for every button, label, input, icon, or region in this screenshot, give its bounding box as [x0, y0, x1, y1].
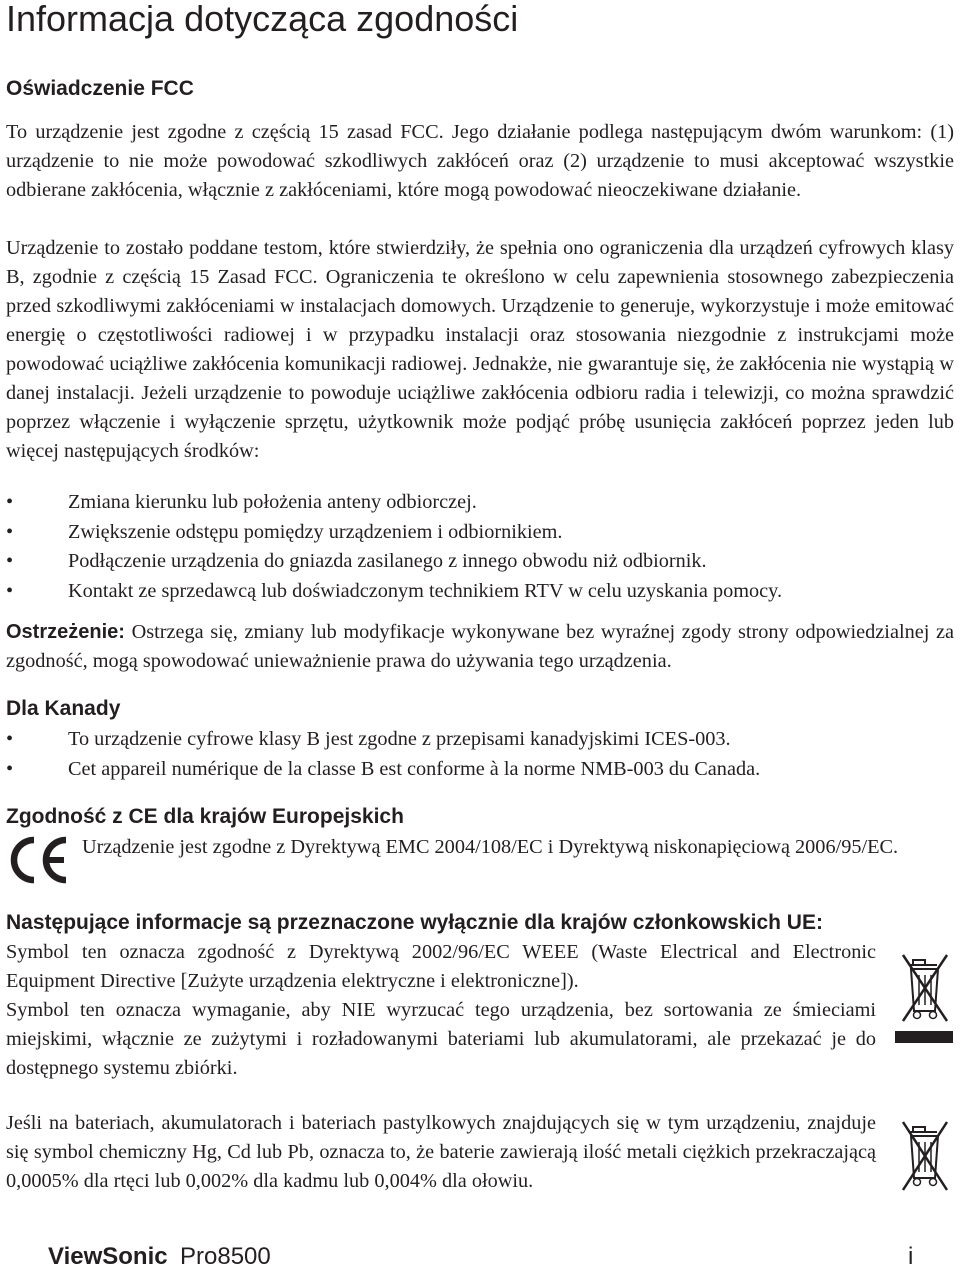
ce-mark-icon: [6, 836, 70, 884]
eu-paragraph-1: Symbol ten oznacza zgodność z Dyrektywą 2002/96/EC WEEE (Waste Electrical and Electronic Equipment Directive [Zużyte urządzenia elektryczne i elektroniczne]).: [6, 941, 876, 992]
footer-brand: ViewSonic: [48, 1243, 168, 1270]
fcc-heading: Oświadczenie FCC: [6, 77, 194, 100]
eu-paragraph-2: Symbol ten oznacza wymaganie, aby NIE wyrzucać tego urządzenia, bez sortowania ze śmieciami miejskimi, włącznie ze zużytymi i rozładowanymi bateriami lub akumulatorami, ale przekazać je do dostępnego systemu zbiórki.: [6, 999, 876, 1079]
warning-paragraph: [6, 618, 954, 676]
warning-label: Ostrzeżenie:: [6, 621, 125, 643]
canada-heading: Dla Kanady: [6, 697, 121, 720]
warning-text: Ostrzega się, zmiany lub modyfikacje wykonywane bez wyraźnej zgody strony odpowiedzialnej za zgodność, mogą spowodować unieważnienie prawa do używania tego urządzenia.: [6, 621, 954, 672]
list-item: • Kontakt ze sprzedawcą lub doświadczonym technikiem RTV w celu uzyskania pomocy.: [6, 580, 783, 603]
fcc-paragraph-2: Urządzenie to zostało poddane testom, które stwierdziły, że spełnia ono ograniczenia dla urządzeń cyfrowych klasy B, zgodnie z częścią 15 Zasad FCC. Ograniczenia te określono w celu zapewnienia stosownego zabezpieczenia przed szkodliwymi zakłóceniami w instalacjach domowych. Urządzenie to generuje, wykorzystuje i może emitować energię o częstotliwości radiowej i w przypadku instalacji oraz stosowania niezgodnie z instrukcjami może powodować uciążliwe zakłócenia komunikacji radiowej. Jednakże, nie gwarantuje się, że zakłócenia nie wystąpią w danej instalacji. Jeżeli urządzenie to powoduje uciążliwe zakłócenia odbioru radia i telewizji, co można sprawdzić poprzez włączenie i wyłączenie sprzętu, użytkownik może podjąć próbę usunięcia zakłóceń poprzez jeden lub więcej następujących środków:: [6, 237, 954, 462]
list-item: • To urządzenie cyfrowe klasy B jest zgodne z przepisami kanadyjskimi ICES-003.: [6, 728, 731, 750]
ce-text: Urządzenie jest zgodne z Dyrektywą EMC 2004/108/EC i Dyrektywą niskonapięciową 2006/95/EC.: [82, 836, 899, 858]
list-item: • Zmiana kierunku lub położenia anteny odbiorczej.: [6, 491, 477, 513]
crossed-bin-icon: [895, 1118, 953, 1198]
crossed-bin-with-bar-icon: [895, 945, 953, 1045]
page-number: i: [908, 1243, 914, 1270]
canada-list: [6, 725, 954, 784]
ce-heading: Zgodność z CE dla krajów Europejskich: [6, 805, 404, 828]
list-item: • Podłączenie urządzenia do gniazda zasilanego z innego obwodu niż odbiornik.: [6, 550, 707, 573]
list-item: • Cet appareil numérique de la classe B est conforme à la norme NMB-003 du Canada.: [6, 757, 761, 780]
eu-paragraph-3: Jeśli na bateriach, akumulatorach i bateriach pastylkowych znajdujących się w tym urządzeniu, znajduje się symbol chemiczny Hg, Cd lub Pb, oznacza to, że baterie zawierają ilość metali ciężkich przekraczającą 0,0005% dla rtęci lub 0,002% dla kadmu lub 0,004% dla ołowiu.: [6, 1112, 876, 1192]
fcc-measures-list: [6, 488, 954, 607]
page-title: Informacja dotycząca zgodności: [6, 0, 519, 39]
list-item: • Zwiększenie odstępu pomiędzy urządzeniem i odbiornikiem.: [6, 520, 563, 543]
footer-model: Pro8500: [180, 1243, 271, 1270]
fcc-paragraph-1: To urządzenie jest zgodne z częścią 15 zasad FCC. Jego działanie podlega następującym dwóm warunkom: (1) urządzenie to nie może powodować szkodliwych zakłóceń oraz (2) urządzenie to musi akceptować wszystkie odbierane zakłócenia, włącznie z zakłóceniami, które mogą powodować nieoczekiwane działanie.: [6, 121, 954, 201]
eu-heading: Następujące informacje są przeznaczone wyłącznie dla krajów członkowskich UE:: [6, 911, 823, 934]
